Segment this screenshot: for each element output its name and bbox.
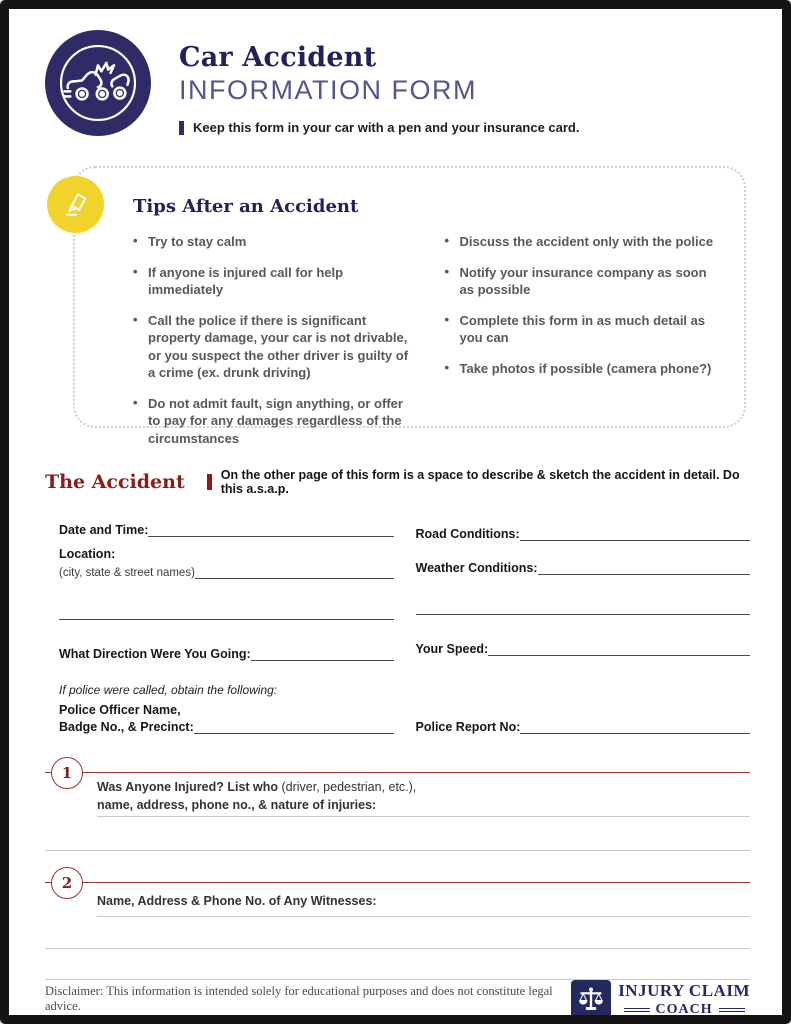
accident-heading: The Accident: [45, 471, 185, 493]
injured-write-line-2[interactable]: [45, 850, 750, 851]
police-officer-label-line2: Badge No., & Precinct:: [59, 720, 194, 734]
tip-item: • Try to stay calm: [131, 233, 409, 251]
section-number-badge: 1: [51, 757, 83, 789]
date-time-field[interactable]: [148, 522, 393, 537]
accident-note: On the other page of this form is a space to describe & sketch the accident in detail. Do this a.s.a.p.: [220, 468, 740, 496]
label-part: Was Anyone Injured? List who: [97, 780, 282, 794]
your-speed-field[interactable]: [488, 641, 750, 656]
police-officer-field[interactable]: [194, 719, 394, 734]
road-conditions-label: Road Conditions:: [415, 527, 520, 541]
location-field[interactable]: [195, 564, 394, 579]
label-part: name, address, phone no., & nature of injuries:: [97, 797, 377, 812]
weather-conditions-field[interactable]: [538, 560, 751, 575]
police-officer-block: [59, 703, 394, 734]
form-right-column: [416, 522, 751, 661]
your-speed-label: Your Speed:: [415, 642, 489, 656]
police-report-label: Police Report No:: [415, 720, 521, 734]
brand-name-line2: COACH: [655, 1002, 713, 1017]
page-title: Car Accident: [179, 42, 377, 73]
accent-bar: [207, 474, 212, 490]
tips-left-column: [131, 233, 409, 460]
tip-item: • Call the police if there is significant property damage, your car is not drivable, or you suspect the other driver is guilty of a crime (ex. drunk driving): [131, 312, 409, 382]
section-injured-label: [97, 779, 750, 814]
tips-box: [73, 166, 746, 446]
tips-right-column: [443, 233, 721, 460]
form-footer: [37, 980, 754, 1024]
label-part: (driver, pedestrian, etc.),: [281, 780, 417, 794]
page-subtitle: INFORMATION FORM: [179, 75, 477, 105]
date-time-label: Date and Time:: [59, 523, 149, 537]
tip-item: • If anyone is injured call for help immediately: [131, 264, 409, 299]
tip-item: • Discuss the accident only with the police: [443, 233, 721, 251]
tip-item: • Take photos if possible (camera phone?): [443, 360, 721, 378]
accent-bar: [179, 121, 184, 135]
car-crash-icon: [45, 30, 151, 136]
accident-section-header: [45, 468, 748, 496]
highlighter-icon: [47, 176, 104, 233]
police-report-block: [416, 719, 751, 734]
injured-write-line-1[interactable]: [97, 816, 750, 817]
section-witnesses-label: Name, Address & Phone No. of Any Witnesses:: [97, 894, 377, 908]
police-intro: If police were called, obtain the following:: [59, 683, 278, 697]
tip-item: • Notify your insurance company as soon as possible: [443, 264, 721, 299]
brand-rule-left: [624, 1008, 650, 1012]
road-conditions-field[interactable]: [520, 526, 750, 541]
police-officer-label-line1: Police Officer Name,: [59, 703, 181, 717]
section-witnesses: [45, 874, 750, 980]
direction-field[interactable]: [251, 646, 394, 661]
accident-form-fields: [59, 522, 750, 734]
brand-rule-right: [719, 1008, 745, 1012]
disclaimer-text: Disclaimer: This information is intended solely for educational purposes and does not constitute legal advice.: [45, 983, 553, 1013]
direction-label: What Direction Were You Going:: [59, 647, 251, 661]
police-report-field[interactable]: [520, 719, 750, 734]
location-extra-field[interactable]: [59, 605, 394, 620]
scales-of-justice-icon: [571, 980, 611, 1020]
witnesses-write-line-3[interactable]: [45, 979, 750, 980]
tip-item: • Do not admit fault, sign anything, or offer to pay for any damages regardless of the circumstances: [131, 395, 409, 448]
brand-name-line1: INJURY CLAIM: [618, 981, 750, 1000]
witnesses-write-line-1[interactable]: [97, 916, 750, 917]
injury-claim-coach-logo: [571, 980, 750, 1020]
tips-heading: Tips After an Accident: [133, 196, 359, 217]
weather-conditions-label: Weather Conditions:: [415, 561, 538, 575]
section-injured: [45, 764, 750, 851]
tagline: Keep this form in your car with a pen and your insurance card.: [193, 120, 580, 135]
witnesses-write-line-2[interactable]: [45, 948, 750, 949]
location-hint: (city, state & street names): [59, 567, 195, 579]
location-label: Location:: [59, 547, 116, 561]
tip-item: • Complete this form in as much detail as you can: [443, 312, 721, 347]
section-number-badge: 2: [51, 867, 83, 899]
form-header: [45, 30, 754, 136]
weather-extra-field[interactable]: [416, 600, 751, 615]
form-left-column: [59, 522, 394, 661]
